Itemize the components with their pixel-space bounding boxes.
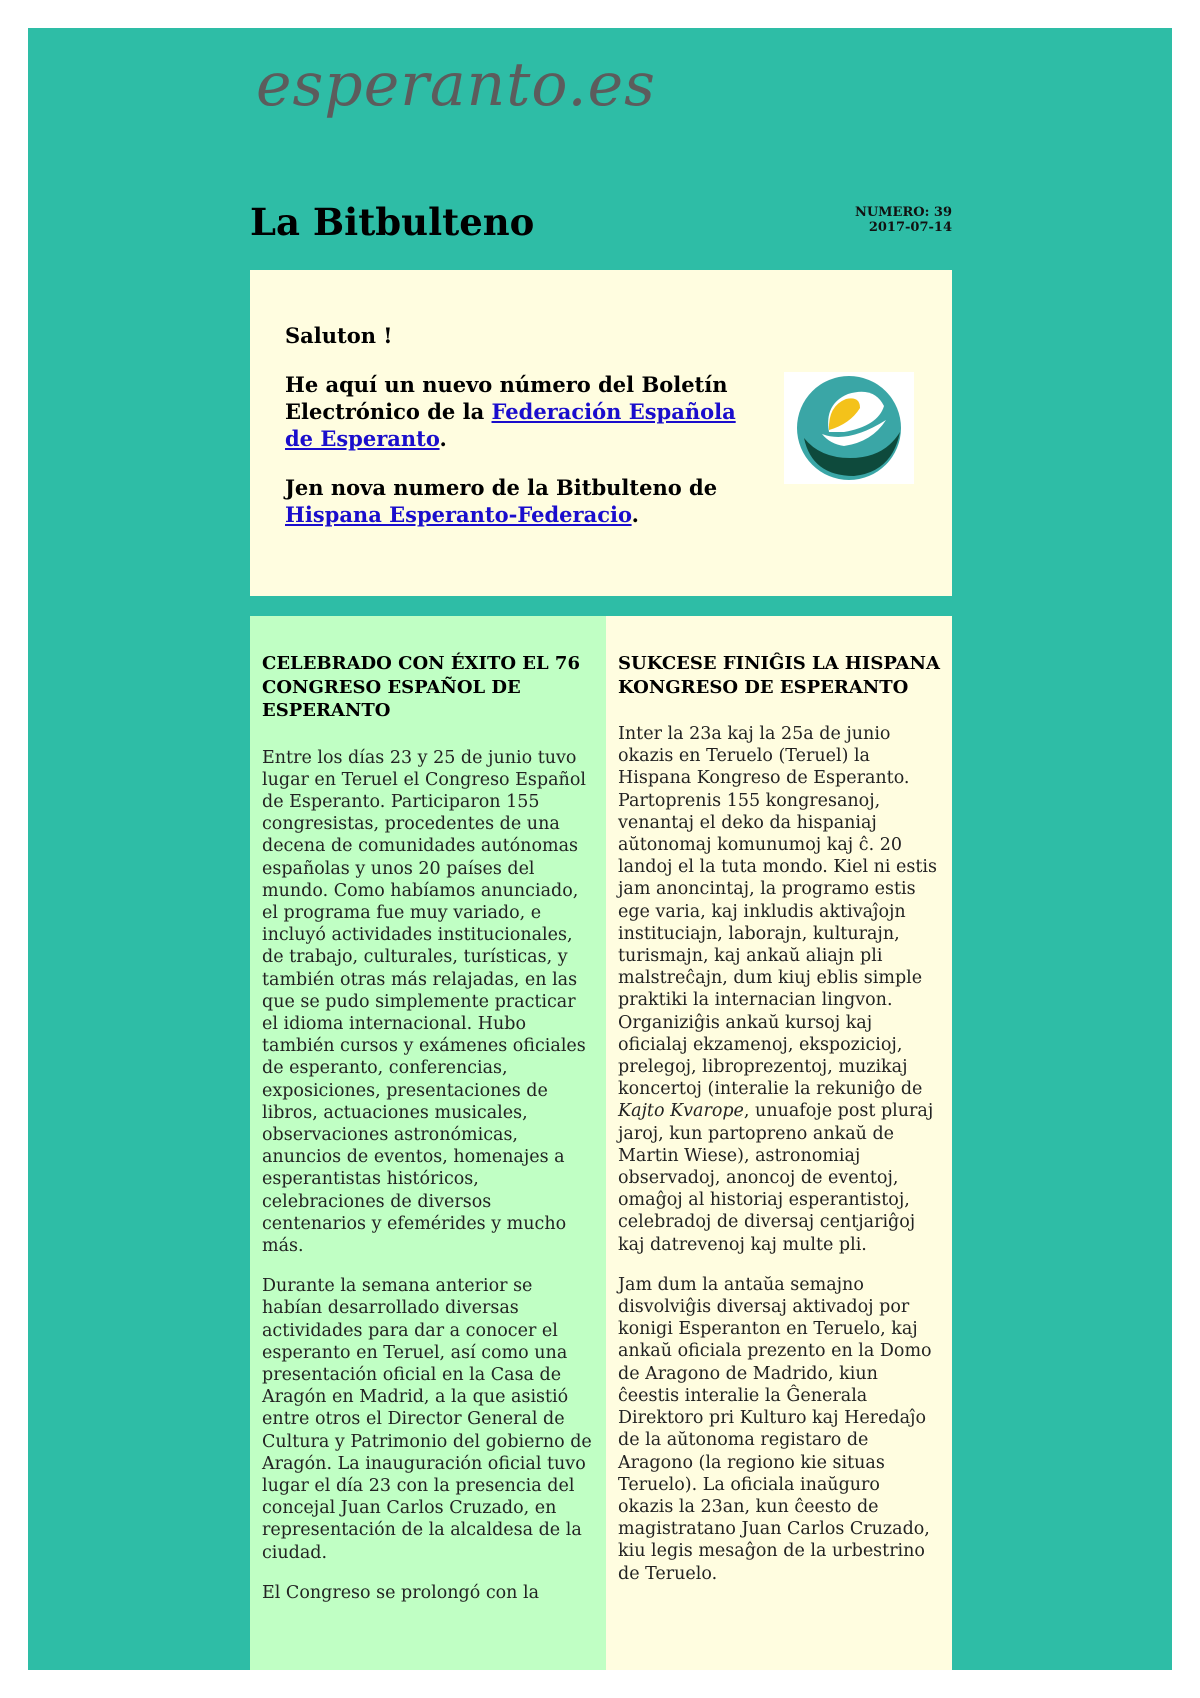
greeting: Saluton ! bbox=[285, 323, 393, 348]
intro-spanish-end: . bbox=[439, 426, 447, 451]
intro-esperanto bbox=[285, 474, 755, 528]
esperanto-article bbox=[606, 616, 952, 1670]
esperanto-paragraph bbox=[618, 723, 940, 1256]
spanish-paragraph: El Congreso se prolongó con la bbox=[262, 1582, 540, 1603]
issue-date: 2017-07-14 bbox=[868, 220, 952, 235]
intro-spanish-text: He aquí un nuevo número del Boletín Electrónico de la bbox=[285, 372, 728, 424]
spanish-article bbox=[250, 616, 606, 1670]
esperanto-paragraph: Jam dum la antaŭa semajno disvolviĝis diversaj aktivadoj por konigi Esperanton en Teruelo, kaj ankaŭ oficiala prezento en la Domo de Aragono de Madrido, kiun ĉeestis interalie la Ĝenerala Direktoro pri Kulturo kaj Heredaĵo de la aŭtonoma registaro de Aragono (la regiono kie situas Teruelo). La oficiala inaŭguro okazis la 23an, kun ĉeesto de magistratano Juan Carlos Cruzado, kiu legis mesaĝon de la urbestrino de Teruelo. bbox=[618, 1274, 932, 1584]
article-columns bbox=[250, 616, 952, 1670]
intro-text bbox=[285, 322, 755, 550]
spanish-paragraph: Durante la semana anterior se habían desarrollado diversas actividades para dar a conocer el esperanto en Teruel, así como una presentación oficial en la Casa de Aragón en Madrid, a la que asistió entre otros el Director General de Cultura y Patrimonio del gobierno de Aragón. La inauguración oficial tuvo lugar el día 23 con la presencia del concejal Juan Carlos Cruzado, en representación de la alcaldesa de la ciudad. bbox=[262, 1276, 592, 1563]
intro-esperanto-text: Jen nova numero de la Bitbulteno de bbox=[285, 475, 718, 500]
issue-number: NUMERO: 39 bbox=[854, 205, 952, 220]
esperanto-paragraph-text: , unuafoje post pluraj jaroj, kun partopreno ankaŭ de Martin Wiese), astronomiaj observadoj, anoncoj de eventoj, omaĝoj al historiaj esperantistoj, celebradoj de diversaj centjariĝoj kaj datrevenoj kaj multe pli. bbox=[618, 1101, 934, 1255]
federation-logo-svg bbox=[784, 372, 914, 484]
esperanto-paragraph-text: Inter la 23a kaj la 25a de junio okazis en Teruelo (Teruel) la Hispana Kongreso de Esperanto. Partoprenis 155 kongresanoj, venantaj el deko da hispaniaj aŭtonomaj komunumoj kaj ĉ. 20 landoj el la tuta mondo. Kiel ni estis jam anoncintaj, la programo estis ege varia, kaj inkludis aktivaĵojn instituciajn, laborajn, kulturajn, turismajn, kaj ankaŭ aliajn pli malstreĉajn, dum kiuj eblis simple praktiki la internacian lingvon. Organiziĝis ankaŭ kursoj kaj oficialaj ekzamenoj, ekspozicioj, prelegoj, libroprezentoj, muzikaj koncertoj (interalie la rekuniĝo de bbox=[618, 724, 937, 1100]
esperanto-es-logo: esperanto.es bbox=[256, 50, 656, 120]
kajto-kvarope-title: Kajto Kvarope bbox=[618, 1101, 744, 1122]
intro-esperanto-end: . bbox=[631, 502, 639, 527]
issue-info bbox=[855, 205, 952, 235]
federacion-espanola-link[interactable]: Federación Española de Esperanto bbox=[285, 399, 736, 451]
esperanto-article-heading: SUKCESE FINIĜIS LA HISPANA KONGRESO DE ESPERANTO bbox=[618, 653, 940, 698]
intro-spanish bbox=[285, 371, 755, 452]
spanish-paragraph: Entre los días 23 y 25 de junio tuvo lugar en Teruel el Congreso Español de Esperanto. Participaron 155 congresistas, procedentes de una decena de comunidades autónomas españolas y unos 20 países del mundo. Como habíamos anunciado, el programa fue muy variado, e incluyó actividades institucionales, de trabajo, culturales, turísticas, y también otras más relajadas, en las que se pudo simplemente practicar el idioma internacional. Hubo también cursos y exámenes oficiales de esperanto, conferencias, exposiciones, presentaciones de libros, actuaciones musicales, observaciones astronómicas, anuncios de eventos, homenajes a esperantistas históricos, celebraciones de diversos centenarios y efemérides y mucho más. bbox=[262, 747, 586, 1256]
hispana-federacio-link[interactable]: Hispana Esperanto-Federacio bbox=[285, 502, 632, 527]
newsletter-frame bbox=[28, 28, 1172, 1670]
spanish-article-heading: CELEBRADO CON ÉXITO EL 76 CONGRESO ESPAÑOL DE ESPERANTO bbox=[262, 653, 580, 721]
federation-logo-icon bbox=[784, 372, 914, 484]
intro-panel bbox=[250, 270, 952, 596]
newsletter-title: La Bitbulteno bbox=[250, 200, 535, 244]
